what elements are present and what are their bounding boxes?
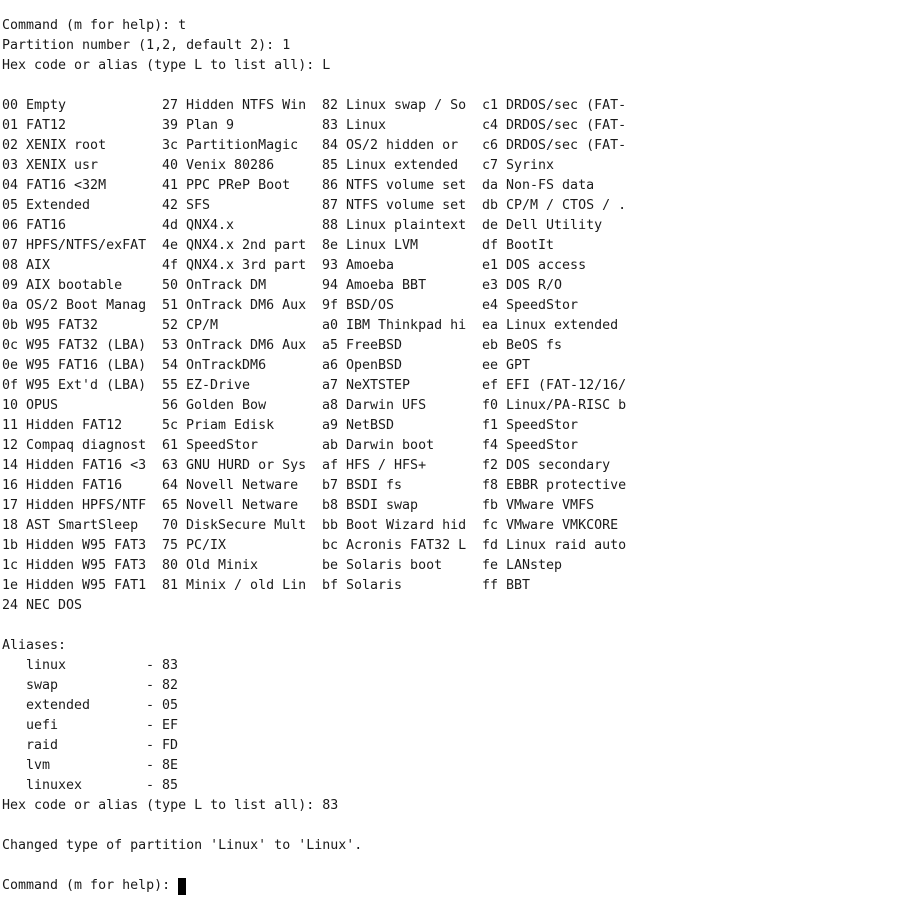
partition-type-entry: f0 Linux/PA-RISC b bbox=[482, 398, 627, 413]
partition-type-entry: e4 SpeedStor bbox=[482, 298, 579, 313]
partition-type-entry: c1 DRDOS/sec (FAT- bbox=[482, 98, 627, 113]
partition-type-entry: 00 Empty bbox=[2, 98, 67, 113]
partition-type-entry: f8 EBBR protective bbox=[482, 478, 627, 493]
command-prompt-label: Command (m for help): bbox=[2, 878, 171, 893]
partition-type-entry: db CP/M / CTOS / . bbox=[482, 198, 627, 213]
alias-name: lvm bbox=[26, 758, 51, 773]
partition-type-entry: 4d QNX4.x bbox=[162, 218, 235, 233]
partition-type-entry: c7 Syrinx bbox=[482, 158, 555, 173]
partition-type-entry: 51 OnTrack DM6 Aux bbox=[162, 298, 307, 313]
partition-type-entry: c6 DRDOS/sec (FAT- bbox=[482, 138, 627, 153]
partition-type-entry: 3c PartitionMagic bbox=[162, 138, 299, 153]
partition-type-entry: 84 OS/2 hidden or bbox=[322, 138, 459, 153]
partition-type-entry: ee GPT bbox=[482, 358, 531, 373]
partition-type-entry: 94 Amoeba BBT bbox=[322, 278, 427, 293]
alias-code: - 05 bbox=[146, 698, 179, 713]
alias-row bbox=[2, 756, 898, 776]
partition-type-entry: 88 Linux plaintext bbox=[322, 218, 467, 233]
partition-type-entry: ff BBT bbox=[482, 578, 531, 593]
partition-type-entry: 56 Golden Bow bbox=[162, 398, 267, 413]
partition-type-column bbox=[322, 96, 482, 616]
alias-name: raid bbox=[26, 738, 59, 753]
hex-code-answer-line: Hex code or alias (type L to list all): 83 bbox=[2, 798, 339, 813]
partition-type-entry: 83 Linux bbox=[322, 118, 387, 133]
partition-type-entry: 02 XENIX root bbox=[2, 138, 107, 153]
partition-type-entry: bf Solaris bbox=[322, 578, 403, 593]
alias-code: - 82 bbox=[146, 678, 179, 693]
partition-type-entry: fe LANstep bbox=[482, 558, 563, 573]
partition-type-entry: 07 HPFS/NTFS/exFAT bbox=[2, 238, 147, 253]
partition-type-entry: a6 OpenBSD bbox=[322, 358, 403, 373]
partition-type-entry: 50 OnTrack DM bbox=[162, 278, 267, 293]
partition-type-entry: 0b W95 FAT32 bbox=[2, 318, 99, 333]
alias-list bbox=[2, 656, 898, 796]
alias-row bbox=[2, 736, 898, 756]
partition-type-entry: c4 DRDOS/sec (FAT- bbox=[482, 118, 627, 133]
blank-line bbox=[2, 76, 898, 96]
blank-line bbox=[2, 816, 898, 836]
alias-name: extended bbox=[26, 698, 91, 713]
partition-type-entry: b7 BSDI fs bbox=[322, 478, 403, 493]
partition-type-entry: 11 Hidden FAT12 bbox=[2, 418, 123, 433]
partition-type-entry: e3 DOS R/O bbox=[482, 278, 563, 293]
partition-type-entry: 64 Novell Netware bbox=[162, 478, 299, 493]
alias-code: - 85 bbox=[146, 778, 179, 793]
partition-type-entry: f4 SpeedStor bbox=[482, 438, 579, 453]
partition-type-entry: 0f W95 Ext'd (LBA) bbox=[2, 378, 147, 393]
partition-type-entry: 54 OnTrackDM6 bbox=[162, 358, 267, 373]
command-line: Command (m for help): t bbox=[2, 18, 187, 33]
partition-type-column bbox=[482, 96, 642, 616]
partition-type-entry: 42 SFS bbox=[162, 198, 211, 213]
partition-type-entry: bc Acronis FAT32 L bbox=[322, 538, 467, 553]
partition-type-entry: 55 EZ-Drive bbox=[162, 378, 251, 393]
partition-type-entry: fc VMware VMKCORE bbox=[482, 518, 619, 533]
partition-type-entry: af HFS / HFS+ bbox=[322, 458, 427, 473]
partition-type-entry: 5c Priam Edisk bbox=[162, 418, 275, 433]
partition-type-entry: 75 PC/IX bbox=[162, 538, 227, 553]
partition-type-entry: 86 NTFS volume set bbox=[322, 178, 467, 193]
result-message: Changed type of partition 'Linux' to 'Linux'. bbox=[2, 838, 363, 853]
partition-type-entry: 82 Linux swap / So bbox=[322, 98, 467, 113]
partition-type-entry: 06 FAT16 bbox=[2, 218, 67, 233]
partition-type-entry: 61 SpeedStor bbox=[162, 438, 259, 453]
partition-type-column bbox=[162, 96, 322, 616]
partition-type-entry: 10 OPUS bbox=[2, 398, 59, 413]
partition-type-entry: de Dell Utility bbox=[482, 218, 603, 233]
partition-type-column bbox=[2, 96, 162, 616]
partition-type-entry: fb VMware VMFS bbox=[482, 498, 595, 513]
partition-type-entry: df BootIt bbox=[482, 238, 555, 253]
partition-type-entry: b8 BSDI swap bbox=[322, 498, 419, 513]
partition-type-entry: bb Boot Wizard hid bbox=[322, 518, 467, 533]
partition-type-table bbox=[2, 96, 898, 616]
partition-type-entry: be Solaris boot bbox=[322, 558, 443, 573]
partition-type-entry: 40 Venix 80286 bbox=[162, 158, 275, 173]
partition-type-entry: 39 Plan 9 bbox=[162, 118, 235, 133]
alias-name: linux bbox=[26, 658, 67, 673]
partition-type-entry: a7 NeXTSTEP bbox=[322, 378, 411, 393]
partition-type-entry: a0 IBM Thinkpad hi bbox=[322, 318, 467, 333]
blank-line bbox=[2, 856, 898, 876]
alias-name: linuxex bbox=[26, 778, 83, 793]
partition-type-entry: da Non-FS data bbox=[482, 178, 595, 193]
partition-type-entry: 70 DiskSecure Mult bbox=[162, 518, 307, 533]
partition-type-entry: 8e Linux LVM bbox=[322, 238, 419, 253]
partition-type-entry: 1c Hidden W95 FAT3 bbox=[2, 558, 147, 573]
partition-type-entry: 4e QNX4.x 2nd part bbox=[162, 238, 307, 253]
partition-type-entry: e1 DOS access bbox=[482, 258, 587, 273]
partition-type-entry: 04 FAT16 <32M bbox=[2, 178, 107, 193]
partition-type-entry: 80 Old Minix bbox=[162, 558, 259, 573]
partition-type-entry: a9 NetBSD bbox=[322, 418, 395, 433]
partition-type-entry: 24 NEC DOS bbox=[2, 598, 83, 613]
partition-type-entry: 1b Hidden W95 FAT3 bbox=[2, 538, 147, 553]
partition-type-entry: eb BeOS fs bbox=[482, 338, 563, 353]
blank-line bbox=[2, 616, 898, 636]
aliases-heading: Aliases: bbox=[2, 638, 67, 653]
partition-type-entry: a8 Darwin UFS bbox=[322, 398, 427, 413]
alias-row bbox=[2, 656, 898, 676]
alias-row bbox=[2, 696, 898, 716]
partition-type-entry: a5 FreeBSD bbox=[322, 338, 403, 353]
partition-type-entry: 1e Hidden W95 FAT1 bbox=[2, 578, 147, 593]
partition-type-entry: 09 AIX bootable bbox=[2, 278, 123, 293]
alias-name: swap bbox=[26, 678, 59, 693]
partition-type-entry: ef EFI (FAT-12/16/ bbox=[482, 378, 627, 393]
partition-type-entry: 63 GNU HURD or Sys bbox=[162, 458, 307, 473]
partition-type-entry: 01 FAT12 bbox=[2, 118, 67, 133]
partition-type-entry: fd Linux raid auto bbox=[482, 538, 627, 553]
partition-type-entry: 17 Hidden HPFS/NTF bbox=[2, 498, 147, 513]
partition-type-entry: 87 NTFS volume set bbox=[322, 198, 467, 213]
partition-type-entry: 08 AIX bbox=[2, 258, 51, 273]
partition-type-entry: 9f BSD/OS bbox=[322, 298, 395, 313]
alias-code: - 83 bbox=[146, 658, 179, 673]
partition-type-entry: 93 Amoeba bbox=[322, 258, 395, 273]
alias-row bbox=[2, 716, 898, 736]
partition-type-entry: 81 Minix / old Lin bbox=[162, 578, 307, 593]
partition-type-entry: 4f QNX4.x 3rd part bbox=[162, 258, 307, 273]
hex-code-prompt-line: Hex code or alias (type L to list all): L bbox=[2, 58, 331, 73]
partition-type-entry: 05 Extended bbox=[2, 198, 91, 213]
partition-type-entry: 18 AST SmartSleep bbox=[2, 518, 139, 533]
partition-type-entry: 85 Linux extended bbox=[322, 158, 459, 173]
partition-type-entry: 27 Hidden NTFS Win bbox=[162, 98, 307, 113]
partition-type-entry: 0e W95 FAT16 (LBA) bbox=[2, 358, 147, 373]
alias-row bbox=[2, 776, 898, 796]
alias-code: - FD bbox=[146, 738, 179, 753]
partition-type-entry: 14 Hidden FAT16 <3 bbox=[2, 458, 147, 473]
partition-type-entry: ea Linux extended bbox=[482, 318, 619, 333]
partition-type-entry: 03 XENIX usr bbox=[2, 158, 99, 173]
partition-type-entry: 52 CP/M bbox=[162, 318, 219, 333]
partition-type-entry: 53 OnTrack DM6 Aux bbox=[162, 338, 307, 353]
partition-type-entry: 0a OS/2 Boot Manag bbox=[2, 298, 147, 313]
partition-type-entry: 65 Novell Netware bbox=[162, 498, 299, 513]
alias-code: - 8E bbox=[146, 758, 179, 773]
alias-row bbox=[2, 676, 898, 696]
partition-type-entry: 41 PPC PReP Boot bbox=[162, 178, 291, 193]
alias-code: - EF bbox=[146, 718, 179, 733]
terminal-output bbox=[2, 16, 898, 896]
partition-number-line: Partition number (1,2, default 2): 1 bbox=[2, 38, 291, 53]
partition-type-entry: 0c W95 FAT32 (LBA) bbox=[2, 338, 147, 353]
partition-type-entry: ab Darwin boot bbox=[322, 438, 435, 453]
partition-type-entry: f2 DOS secondary bbox=[482, 458, 611, 473]
command-prompt[interactable] bbox=[2, 876, 898, 896]
partition-type-entry: f1 SpeedStor bbox=[482, 418, 579, 433]
text-cursor bbox=[178, 878, 186, 895]
partition-type-entry: 16 Hidden FAT16 bbox=[2, 478, 123, 493]
alias-name: uefi bbox=[26, 718, 59, 733]
partition-type-entry: 12 Compaq diagnost bbox=[2, 438, 147, 453]
